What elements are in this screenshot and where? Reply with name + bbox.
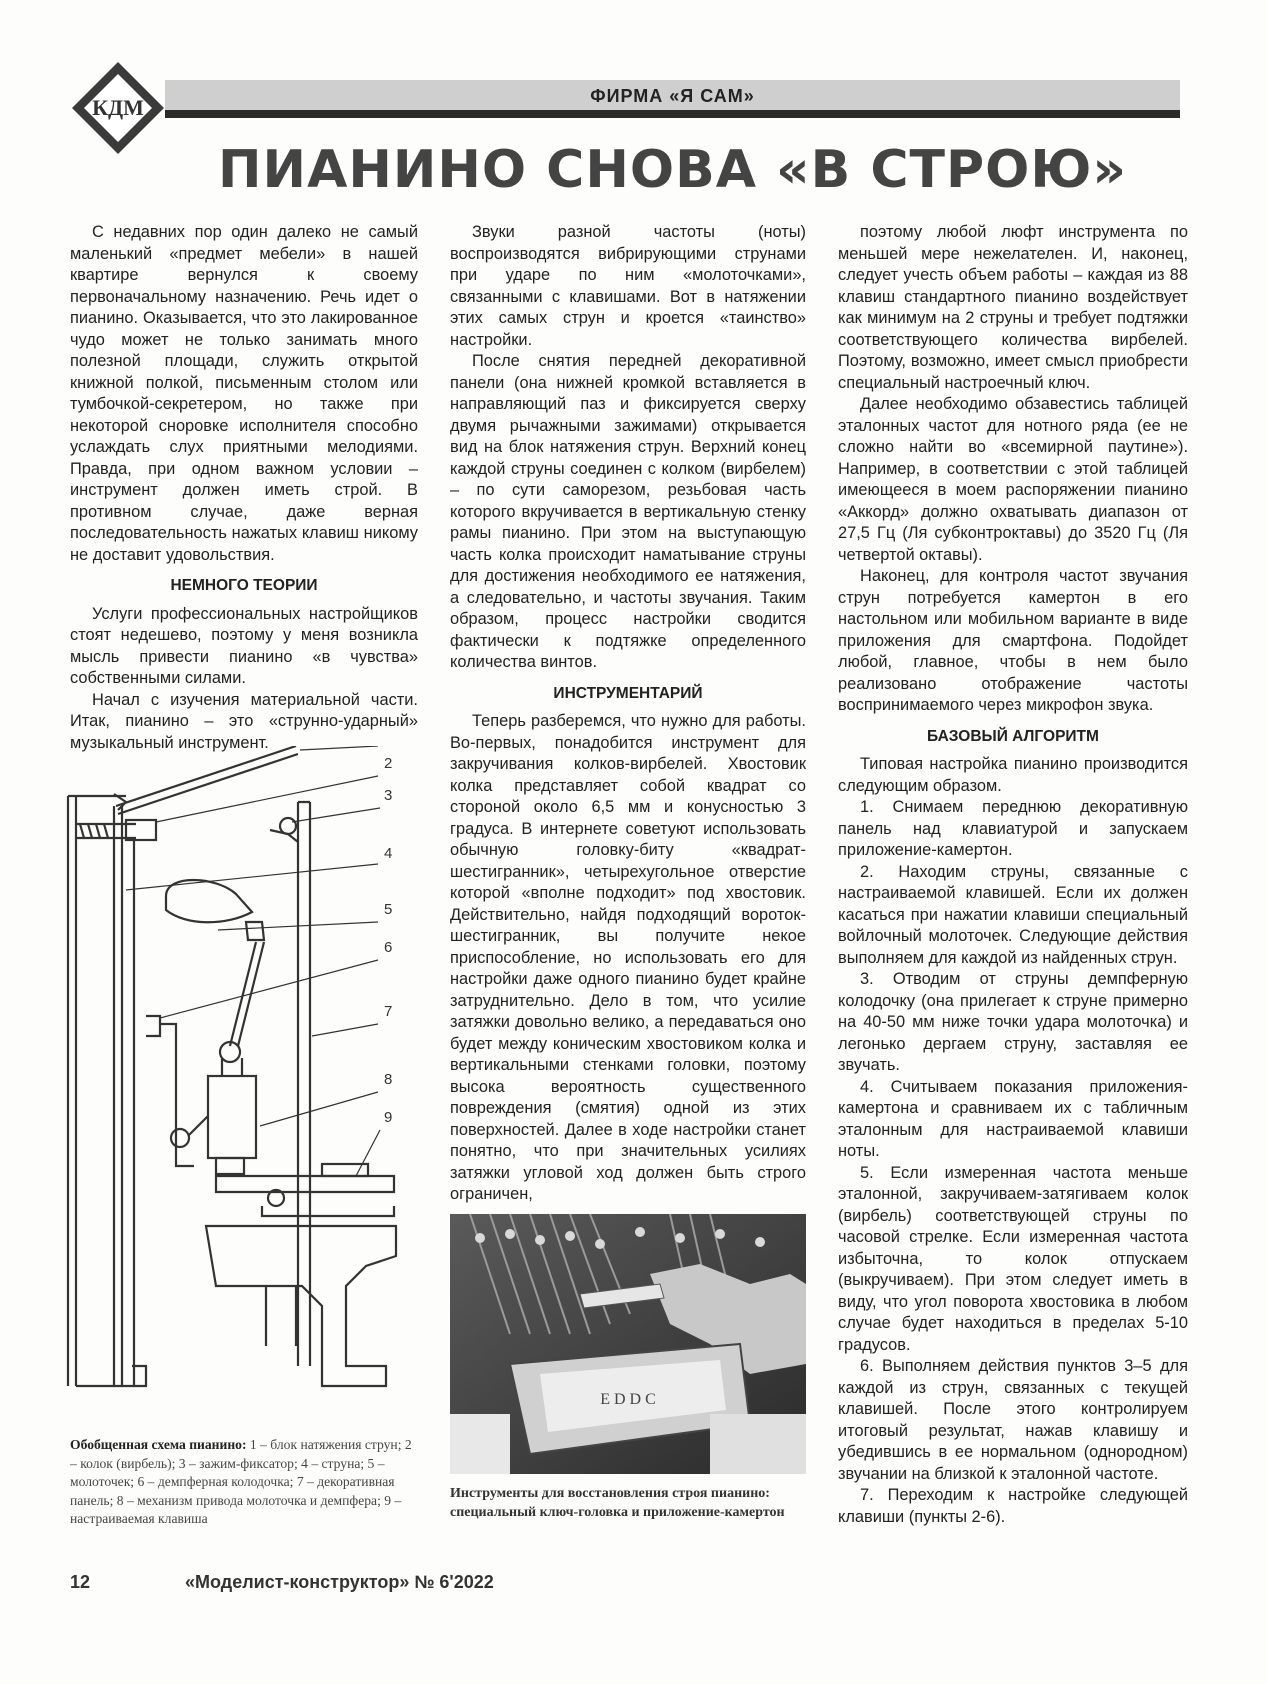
column-1 xyxy=(70,222,418,754)
page-number: 12 xyxy=(70,1572,91,1592)
diagram-label-7: 7 xyxy=(384,1003,393,1020)
paragraph: Типовая настройка пианино производится следующим образом. xyxy=(838,755,1188,795)
rubric-title: ФИРМА «Я САМ» xyxy=(590,86,755,106)
paragraph: С недавних пор один далеко не самый маленький «предмет мебели» в нашей квартире вернулся к своему первоначальному назначению. Речь идет о пианино. Оказывается, что это лакированное чудо может не только занимать много полезной площади, служить открытой книжной полкой, письменным столом или тумбочкой-секретером, но также при некоторой сноровке исполнителя способно услаждать слух приятными мелодиями. Правда, при одном важном условии – инструмент должен иметь строй. В противном случае, даже верная последовательность нажатых клавиш никому не доставит удовольствия. xyxy=(70,223,418,564)
step-3: 3. Отводим от струны демпферную колодочку (она прилегает к струне примерно на 40-50 мм ниже точки удара молоточка) и легонько дергаем струну, заставляя ее звучать. xyxy=(838,970,1188,1074)
section-heading: ИНСТРУМЕНТАРИЙ xyxy=(553,684,703,702)
magazine-issue: «Моделист-конструктор» № 6'2022 xyxy=(185,1572,494,1592)
paragraph: Звуки разной частоты (ноты) воспроизводятся вибрирующими струнами при ударе по ним «молоточками», связанными с клавишами. Вот в натяжении этих самых струн и кроется «таинство» настройки. xyxy=(450,223,806,349)
column-3 xyxy=(838,222,1188,1528)
diagram-caption-title: Обобщенная схема пианино: xyxy=(70,1437,247,1452)
paragraph: Далее необходимо обзавестись таблицей эталонных частот для нотного ряда (ее не сложно найти во «всемирной паутине»). Например, в соответствии с этой таблицей имеющееся в моем распоряжении пианино «Аккорд» должно охватывать диапазон от 27,5 Гц (Ля субконтроктавы) до 3520 Гц (Ля четвертой октавы). xyxy=(838,395,1188,564)
magazine-logo xyxy=(70,60,166,156)
diagram-label-4: 4 xyxy=(384,845,393,862)
column-2 xyxy=(450,222,806,1206)
tools-photo xyxy=(450,1214,806,1474)
paragraph: поэтому любой люфт инструмента по меньшей мере нежелателен. И, наконец, следует учесть объем работы – каждая из 88 клавиш стандартного пианино воздействует как минимум на 2 струны и требует подтяжки соответствующего количества вирбелей. Поэтому, возможно, имеет смысл приобрести специальный настроечный ключ. xyxy=(838,223,1188,392)
diagram-label-9: 9 xyxy=(384,1109,393,1126)
paragraph: Наконец, для контроля частот звучания струн потребуется камертон в его настольном или мобильном варианте в виде приложения для смартфона. Подойдет любой, главное, чтобы в нем было реализовано отображение частоты воспринимаемого через микрофон звука. xyxy=(838,567,1188,714)
article-title: ПИАНИНО СНОВА «В СТРОЮ» xyxy=(218,140,1127,200)
diagram-label-2: 2 xyxy=(384,755,393,772)
logo-text: КДМ xyxy=(92,95,144,120)
paragraph: Теперь разберемся, что нужно для работы. Во-первых, понадобится инструмент для закручивания колков-вирбелей. Хвостовик колка представляет собой квадрат со стороной около 6,5 мм и конусностью 3 градуса. В интернете советуют использовать обычную головку-биту «квадрат-шестигранник», четырехугольное отверстие которой «вполне подходит» под хвостовик. Действительно, найдя подходящий вороток-шестигранник, вы получите некое приспособление, но использовать его для настройки даже одного пианино будет крайне затруднительно. Дело в том, что усилие затяжки довольно велико, а передаваться оно будет между коническим хвостовиком колка и вертикальными стенками головки, поэтому высока вероятность существенного повреждения (смятия) одной из этих поверхностей. Далее в ходе настройки станет понятно, что при значительных усилиях затяжки угловой ход должен быть строго ограничен, xyxy=(450,712,806,1203)
diagram-label-3: 3 xyxy=(384,787,393,804)
paragraph: После снятия передней декоративной панели (она нижней кромкой вставляется в направляющий паз и фиксируется сверху двумя рычажными зажимами) открывается вид на блок натяжения струн. Верхний конец каждой струны соединен с колком (вирбелем) – по сути саморезом, резьбовая часть которого вкручивается в вертикальную стенку рамы пианино. При этом на выступающую часть колка происходит наматывание струны для достижения необходимого ее натяжения, а следовательно, и частоты звучания. Таким образом, процесс настройки сводится фактически к подтяжке определенного количества винтов. xyxy=(450,352,806,671)
rubric-band xyxy=(165,80,1180,118)
tuner-scale: E D D C xyxy=(600,1391,656,1408)
diagram-caption xyxy=(70,1436,420,1529)
step-7: 7. Переходим к настройке следующей клавиши (пункты 2-6). xyxy=(838,1486,1188,1526)
paragraph: Услуги профессиональных настройщиков стоят недешево, поэтому у меня возникла мысль привести пианино «в чувства» собственными силами. xyxy=(70,604,418,687)
section-heading: НЕМНОГО ТЕОРИИ xyxy=(170,577,318,594)
photo-caption: Инструменты для восстановления строя пианино: специальный ключ-головка и приложение-камертон xyxy=(450,1486,785,1520)
diagram-caption-text: 1 – блок натяжения струн; 2 – колок (вирбель); 3 – зажим-фиксатор; 4 – струна; 5 – молоточек; 6 – демпферная колодочка; 7 – декоративная панель; 8 – механизм привода молоточка и демпфера; 9 – настраиваемая клавиша xyxy=(70,1437,412,1526)
step-1: 1. Снимаем переднюю декоративную панель над клавиатурой и запускаем приложение-камертон. xyxy=(838,798,1188,859)
diagram-label-6: 6 xyxy=(384,939,393,956)
diagram-label-8: 8 xyxy=(384,1071,393,1088)
step-2: 2. Находим струны, связанные с настраиваемой клавишей. Если их должен касаться при нажатии клавиши специальный войлочный молоточек. Следующие действия выполняем для каждой из найденных струн. xyxy=(838,862,1188,967)
step-5: 5. Если измеренная частота меньше эталонной, закручиваем-затягиваем колок (вирбель) соответствующей струны по часовой стрелке. Если измеренная частота избыточна, то колок отпускаем (выкручиваем). При этом следует иметь в виду, что угол поворота хвостовика в любом случае будет находиться в пределах 5-10 градусов. xyxy=(838,1163,1188,1354)
section-heading: БАЗОВЫЙ АЛГОРИТМ xyxy=(927,727,1099,745)
step-4: 4. Считываем показания приложения-камертона и сравниваем их с табличным эталонным для настраиваемой клавиши ноты. xyxy=(838,1077,1188,1160)
piano-diagram xyxy=(66,746,418,1426)
paragraph: Начал с изучения материальной части. Итак, пианино – это «струнно-ударный» музыкальный инструмент. xyxy=(70,690,418,752)
diagram-label-5: 5 xyxy=(384,901,393,918)
step-6: 6. Выполняем действия пунктов 3–5 для каждой из струн, связанных с текущей клавишей. После этого контролируем итоговый результат, нажав клавишу и убедившись в ее нормальном (однородном) звучании на близкой к эталонной частоте. xyxy=(838,1357,1188,1483)
